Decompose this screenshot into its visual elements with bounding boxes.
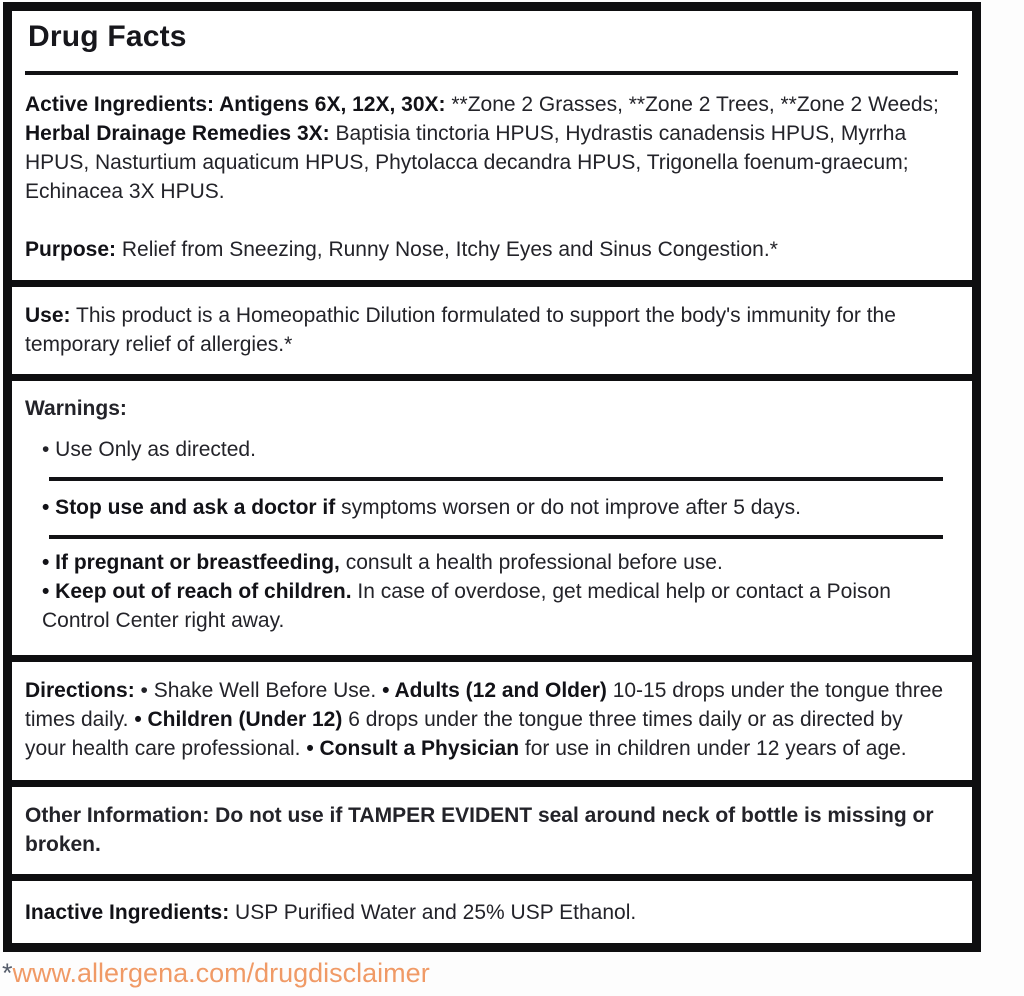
herbal-remedies-text: Baptisia tinctoria HPUS, Hydrastis canadensis HPUS, Myrrha HPUS, Nasturtium aquaticum HPUS, Phytolacca decandra HPUS, Trigonella foenum-graecum; Echinacea 3X HPUS. — [25, 122, 909, 203]
section-divider — [12, 780, 972, 787]
purpose-text: Relief from Sneezing, Runny Nose, Itchy Eyes and Sinus Congestion.* — [116, 238, 778, 261]
warning-bullet-4-rest: In case of overdose, get medical help or contact a Poison Control Center right away. — [42, 580, 891, 632]
footer-disclaimer-line — [2, 957, 1024, 989]
warning-bullet-1: • Use Only as directed. — [42, 438, 256, 461]
section-divider — [12, 874, 972, 881]
section-divider — [12, 280, 972, 287]
warning-bullet-2-bold: • Stop use and ask a doctor if — [42, 496, 336, 519]
section-directions — [12, 662, 972, 780]
active-ingredients-text: **Zone 2 Grasses, **Zone 2 Trees, **Zone 2 Weeds; — [445, 93, 939, 116]
section-divider — [12, 655, 972, 662]
use-paragraph — [25, 301, 946, 359]
inactive-ingredients-paragraph — [25, 898, 946, 927]
active-ingredients-label: Active Ingredients: Antigens 6X, 12X, 30X: — [25, 93, 446, 116]
inactive-ingredients-text: USP Purified Water and 25% USP Ethanol. — [229, 901, 637, 924]
purpose-paragraph — [25, 235, 946, 264]
section-active-ingredients — [12, 75, 972, 280]
warnings-inner-rule — [49, 535, 943, 539]
use-label: Use: — [25, 304, 71, 327]
inactive-ingredients-label: Inactive Ingredients: — [25, 901, 230, 924]
footer-asterisk: * — [2, 958, 13, 988]
warning-bullet-3 — [25, 548, 946, 577]
page-title: Drug Facts — [28, 20, 187, 53]
drug-facts-label — [3, 2, 981, 952]
warnings-heading: Warnings: — [25, 397, 127, 420]
warning-bullet-4-bold: • Keep out of reach of children. — [42, 580, 352, 603]
section-use — [12, 287, 972, 374]
directions-seg7: for use in children under 12 years of age. — [519, 737, 907, 760]
disclaimer-url: www.allergena.com/drugdisclaimer — [12, 958, 430, 988]
directions-seg5: 6 drops under the tongue three times daily or as directed by your health care professional. — [25, 708, 903, 760]
title-section — [12, 11, 972, 62]
directions-children-bold: • Children (Under 12) — [134, 708, 343, 731]
warning-bullet-3-rest: consult a health professional before use. — [339, 551, 723, 574]
warnings-inner-rule — [49, 477, 943, 481]
active-ingredients-paragraph — [25, 90, 946, 119]
warnings-group — [25, 548, 946, 635]
section-inactive-ingredients — [12, 881, 972, 943]
section-other-information — [12, 787, 972, 874]
directions-seg1: • Shake Well Before Use. — [134, 679, 383, 702]
directions-label: Directions: — [25, 679, 135, 702]
warning-bullet-4 — [25, 577, 946, 635]
directions-seg3: 10-15 drops under the tongue three times daily. — [25, 679, 944, 731]
directions-paragraph — [25, 676, 946, 763]
warning-bullet-3-bold: • If pregnant or breastfeeding, — [42, 551, 340, 574]
section-divider — [12, 374, 972, 381]
warning-bullet-2 — [25, 493, 946, 522]
herbal-remedies-paragraph — [25, 119, 946, 206]
purpose-label: Purpose: — [25, 238, 117, 261]
directions-adults-bold: • Adults (12 and Older) — [382, 679, 607, 702]
warning-bullet-2-rest: symptoms worsen or do not improve after 5 days. — [335, 496, 801, 519]
use-text: This product is a Homeopathic Dilution formulated to support the body's immunity for the temporary relief of allergies.* — [25, 304, 896, 356]
section-warnings — [12, 381, 972, 655]
herbal-remedies-label: Herbal Drainage Remedies 3X: — [25, 122, 330, 145]
other-information-paragraph: Other Information: Do not use if TAMPER EVIDENT seal around neck of bottle is missing or broken. — [25, 804, 934, 856]
directions-physician-bold: • Consult a Physician — [306, 737, 520, 760]
